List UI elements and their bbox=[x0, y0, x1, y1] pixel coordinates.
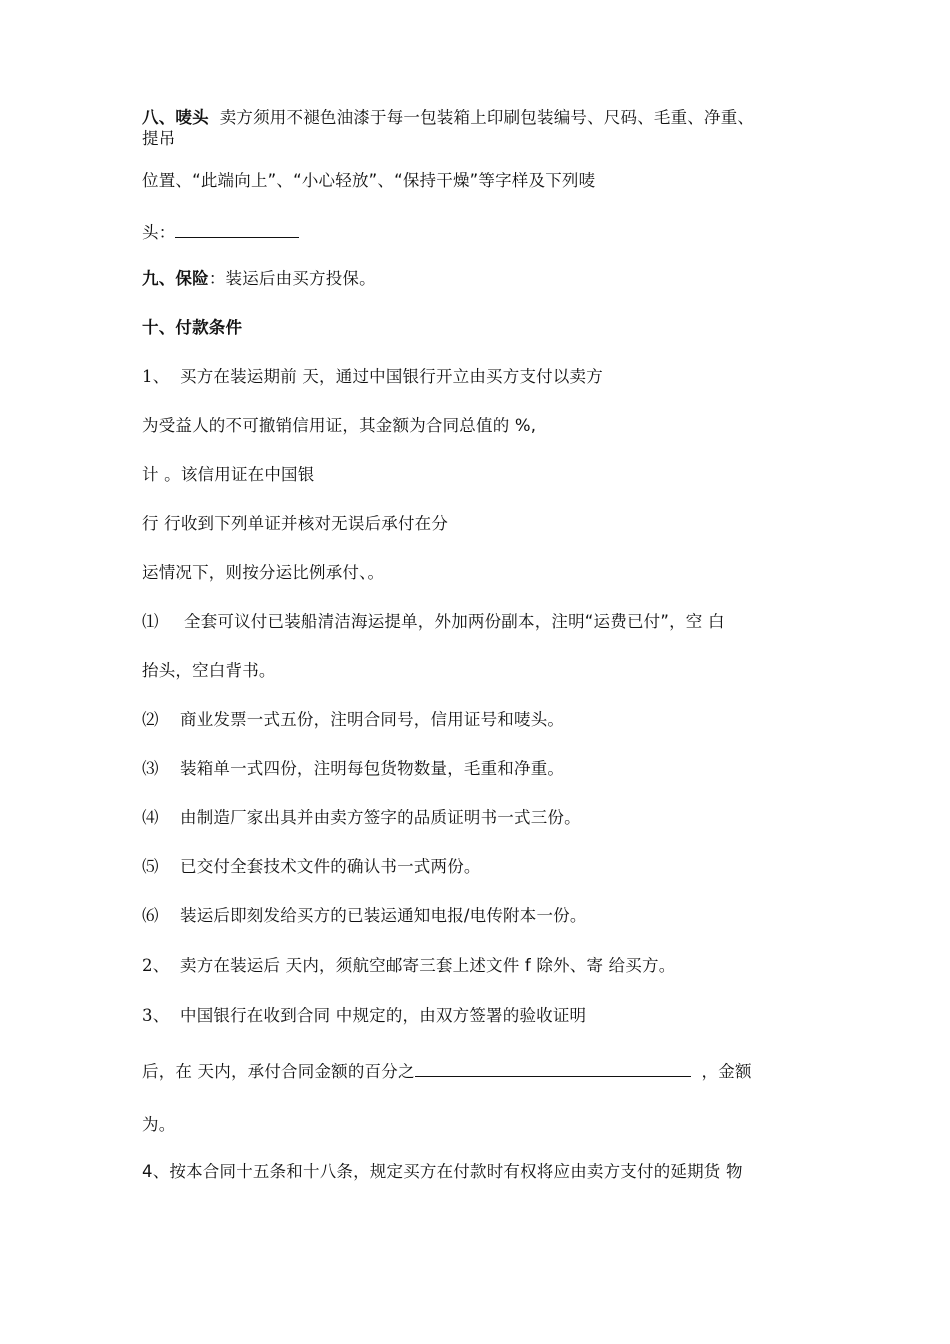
mark-blank-field bbox=[175, 219, 299, 238]
doc-item-1 bbox=[142, 611, 725, 633]
item-2-number: 2、 bbox=[142, 956, 170, 975]
doc-item-text: 全套可议付已装船清洁海运提单，外加两份副本，注明“运费已付”，空 白 bbox=[184, 612, 725, 631]
item-3-number: 3、 bbox=[142, 1006, 170, 1025]
item-3-text: 中国银行在收到合同 中规定的，由双方签署的验收证明 bbox=[180, 1006, 587, 1025]
section-8-line-4 bbox=[142, 219, 299, 244]
doc-item-number: ⑹ bbox=[142, 906, 159, 925]
item-1-line-4: 行 行收到下列单证并核对无误后承付在分 bbox=[142, 514, 449, 533]
item-2 bbox=[142, 955, 675, 977]
doc-item-text: 商业发票一式五份，注明合同号，信用证号和唛头。 bbox=[180, 710, 565, 729]
section-8-heading: 八、唛头 bbox=[142, 108, 209, 127]
doc-item-text: 装箱单一式四份，注明每包货物数量，毛重和净重。 bbox=[180, 759, 565, 778]
doc-item-number: ⑸ bbox=[142, 857, 159, 876]
item-1-line-5: 运情况下，则按分运比例承付、。 bbox=[142, 563, 385, 582]
item-4: 4、按本合同十五条和十八条，规定买方在付款时有权将应由卖方支付的延期货 物 bbox=[142, 1162, 743, 1181]
section-8-line-3: 位置、“此端向上”、“小心轻放”、“保持干燥”等字样及下列唛 bbox=[142, 171, 596, 190]
doc-item-text: 已交付全套技术文件的确认书一式两份。 bbox=[180, 857, 481, 876]
section-9-heading: 九、保险 bbox=[142, 269, 209, 288]
section-9-text: ：装运后由买方投保。 bbox=[208, 269, 376, 288]
doc-item-number: ⑶ bbox=[142, 759, 159, 778]
item-3-text-b: ，金额 bbox=[701, 1062, 752, 1081]
item-3-line-2 bbox=[142, 1058, 752, 1083]
item-1-line-3: 计 。该信用证在中国银 bbox=[142, 465, 315, 484]
item-3-text-a: 后，在 天内，承付合同金额的百分之 bbox=[142, 1062, 415, 1081]
section-8-line-2: 提吊 bbox=[142, 129, 176, 148]
section-8-text: 卖方须用不褪色油漆于每一包装箱上印刷包装编号、尺码、毛重、净重、 bbox=[219, 108, 755, 127]
doc-item-number: ⑵ bbox=[142, 710, 159, 729]
doc-item-2 bbox=[142, 709, 564, 731]
doc-item-6 bbox=[142, 905, 587, 927]
doc-item-3 bbox=[142, 758, 564, 780]
doc-item-text: 装运后即刻发给买方的已装运通知电报/电传附本一份。 bbox=[180, 906, 587, 925]
mark-label: 头： bbox=[142, 223, 176, 242]
doc-item-number: ⑷ bbox=[142, 808, 159, 827]
item-2-text: 卖方在装运后 天内，须航空邮寄三套上述文件 f 除外、寄 给买方。 bbox=[180, 956, 676, 975]
item-1-line-2: 为受益人的不可撤销信用证，其金额为合同总值的 %, bbox=[142, 416, 537, 435]
item-3-line-1 bbox=[142, 1005, 586, 1027]
doc-item-number: ⑴ bbox=[142, 612, 159, 631]
doc-item-1-continued: 抬头，空白背书。 bbox=[142, 661, 276, 680]
doc-item-4 bbox=[142, 807, 581, 829]
item-3-line-3: 为。 bbox=[142, 1115, 176, 1134]
section-10-heading: 十、付款条件 bbox=[142, 318, 243, 337]
section-8-line-1 bbox=[142, 107, 754, 129]
section-9-line bbox=[142, 268, 376, 290]
percentage-blank-field bbox=[415, 1058, 691, 1077]
doc-item-5 bbox=[142, 856, 481, 878]
item-1-number: 1、 bbox=[142, 367, 170, 386]
item-1-text: 买方在装运期前 天，通过中国银行开立由买方支付以卖方 bbox=[180, 367, 603, 386]
doc-item-text: 由制造厂家出具并由卖方签字的品质证明书一式三份。 bbox=[180, 808, 581, 827]
item-1-line-1 bbox=[142, 366, 603, 388]
